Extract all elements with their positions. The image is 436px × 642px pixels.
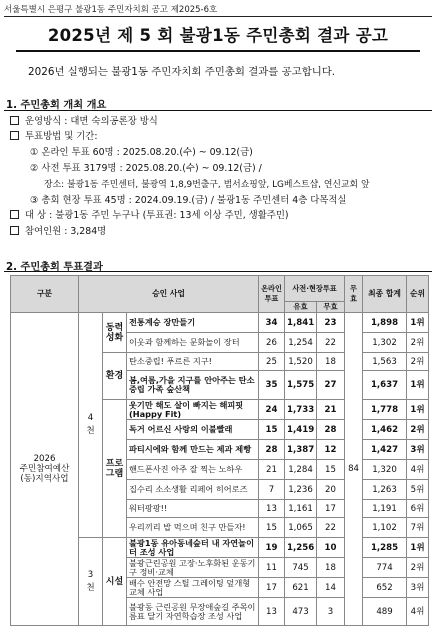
subgroup-cell: 프로 그램 [103,400,127,538]
col-valid: 유효 [285,302,317,313]
project-name: 워터팡팡!! [127,500,259,518]
online-votes: 11 [259,558,285,578]
project-name: 불광1동 유아동네숲터 내 자연놀이터 조성 사업 [127,538,259,558]
online-votes: 7 [259,480,285,500]
project-name: 파티시에와 함께 만드는 제과 제빵 [127,440,259,460]
valid-votes: 1,236 [285,480,317,500]
online-votes: 34 [259,313,285,333]
final-total: 652 [363,578,407,598]
overview-line-onsite: ③ 총회 현장 투표 45명 : 2024.09.19.(금) / 불광1동 주민센터 4층 다목적실 [30,195,347,206]
final-total: 1,263 [363,480,407,500]
invalid-votes: 22 [317,333,345,353]
online-votes: 28 [259,440,285,460]
valid-votes: 1,256 [285,538,317,558]
table-row [11,313,429,333]
col-void: 무효 [345,276,363,313]
project-name: 이웃과 함께하는 문화놀이 장터 [127,333,259,353]
online-votes: 17 [259,578,285,598]
col-rank: 순위 [407,276,429,313]
rank-cell: 6위 [407,500,429,518]
rank-cell: 2위 [407,333,429,353]
valid-votes: 1,733 [285,400,317,420]
project-name: 독거 어르신 사랑의 이불빨래 [127,420,259,440]
section2-divider [4,271,432,272]
final-total: 1,285 [363,538,407,558]
valid-votes: 473 [285,598,317,626]
subgroup-cell: 시설 [103,538,127,626]
invalid-votes: 14 [317,578,345,598]
final-total: 1,191 [363,500,407,518]
section1-divider [4,110,432,111]
rank-cell: 1위 [407,313,429,333]
invalid-votes: 12 [317,440,345,460]
final-total: 1,320 [363,460,407,480]
group-cell-3: 3 천 [79,538,103,626]
rank-cell: 5위 [407,480,429,500]
section1-heading: 1. 주민총회 개최 개요 [6,100,107,111]
project-name: 우리끼리 밥 먹으며 친구 만들자! [127,518,259,538]
overview-line-method: 운영방식 : 대면 숙의공론장 방식 [10,115,158,129]
rank-cell: 7위 [407,518,429,538]
online-votes: 25 [259,353,285,371]
invalid-votes: 21 [317,400,345,420]
invalid-votes: 23 [317,313,345,333]
col-category: 구분 [11,276,79,313]
checkbox-icon [10,226,19,235]
void-total: 84 [345,313,363,626]
rank-cell: 3위 [407,440,429,460]
invalid-votes: 17 [317,500,345,518]
project-name: 집수리 소소생활 리페어 히어로즈 [127,480,259,500]
valid-votes: 1,419 [285,420,317,440]
final-total: 1,102 [363,518,407,538]
title-divider [16,50,420,52]
final-total: 1,563 [363,353,407,371]
valid-votes: 745 [285,558,317,578]
invalid-votes: 3 [317,598,345,626]
final-total: 489 [363,598,407,626]
invalid-votes: 22 [317,518,345,538]
valid-votes: 1,065 [285,518,317,538]
checkbox-icon [10,131,19,140]
project-name: 불광근린공원 고장·노후화된 운동기구 정비·교체 [127,558,259,578]
valid-votes: 1,841 [285,313,317,333]
final-total: 1,637 [363,371,407,400]
valid-votes: 1,387 [285,440,317,460]
page-title: 2025년 제 5 회 불광1동 주민총회 결과 공고 [47,26,389,45]
rank-cell: 2위 [407,353,429,371]
valid-votes: 1,284 [285,460,317,480]
project-name: 불광동 근린공원 무장애숲길 주목이름표 달기 자연학습장 조성 사업 [127,598,259,626]
final-total: 1,302 [363,333,407,353]
online-votes: 24 [259,400,285,420]
col-online: 온라인 투표 [259,276,285,313]
final-total: 774 [363,558,407,578]
invalid-votes: 28 [317,420,345,440]
col-invalid: 무효 [317,302,345,313]
invalid-votes: 15 [317,460,345,480]
project-name: 웃기만 해도 살이 빠지는 해피핏(Happy Fit) [127,400,259,420]
group-cell-4: 4 천 [79,313,103,538]
invalid-votes: 27 [317,371,345,400]
overview-line-voting: 투표방법 및 기간: [10,130,98,144]
project-name: 전통계승 장만들기 [127,313,259,333]
checkbox-icon [10,210,19,219]
category-cell: 2026 주민참여예산 (동)지역사업 [11,313,79,626]
intro-text: 2026년 실행되는 불광1동 주민자치회 주민총회 결과를 공고합니다. [28,66,336,78]
project-name: 핸드폰사진 아주 잘 찍는 노하우 [127,460,259,480]
valid-votes: 1,575 [285,371,317,400]
invalid-votes: 18 [317,558,345,578]
rank-cell: 4위 [407,598,429,626]
online-votes: 15 [259,420,285,440]
vote-results-table [10,275,429,626]
online-votes: 13 [259,598,285,626]
checkbox-icon [10,116,19,125]
final-total: 1,427 [363,440,407,460]
col-total: 최종 합계 [363,276,407,313]
rank-cell: 1위 [407,371,429,400]
top-divider [4,16,432,17]
rank-cell: 1위 [407,538,429,558]
final-total: 1,778 [363,400,407,420]
online-votes: 26 [259,333,285,353]
overview-line-online: ① 온라인 투표 60명 : 2025.08.20.(수) ~ 09.12(금) [30,147,253,158]
rank-cell: 1위 [407,400,429,420]
project-name: 탄소중립! 푸르른 지구! [127,353,259,371]
invalid-votes: 18 [317,353,345,371]
valid-votes: 1,254 [285,333,317,353]
overview-line-advance: ② 사전 투표 3179명 : 2025.08.20.(수) ~ 09.12(금) / [30,163,262,174]
final-total: 1,898 [363,313,407,333]
final-total: 1,462 [363,420,407,440]
overview-line-target: 대 상 : 불광1동 주민 누구나 (투표권: 13세 이상 주민, 생활주민) [10,209,289,223]
subgroup-cell: 동력 성화 [103,313,127,353]
rank-cell: 3위 [407,578,429,598]
valid-votes: 1,520 [285,353,317,371]
subgroup-cell: 환경 [103,353,127,400]
col-project: 승인 사업 [79,276,259,313]
project-name: 배수 안전망 스틸 그레이팅 덮개형 교체 사업 [127,578,259,598]
rank-cell: 2위 [407,558,429,578]
overview-line-places: 장소: 불광1동 주민센터, 불광역 1,8,9번출구, 범서쇼핑앞, LG베스트샵, 연신교회 앞 [44,180,370,190]
col-offline-group: 사전·현장투표 [285,276,345,302]
online-votes: 35 [259,371,285,400]
overview-line-participants: 참여인원 : 3,284명 [10,225,106,239]
rank-cell: 2위 [407,420,429,440]
notice-number: 서울특별시 은평구 불광1동 주민자치회 공고 제2025-6호 [4,5,218,15]
online-votes: 13 [259,500,285,518]
section2-heading: 2. 주민총회 투표결과 [6,262,103,273]
invalid-votes: 20 [317,480,345,500]
rank-cell: 4위 [407,460,429,480]
online-votes: 21 [259,460,285,480]
valid-votes: 621 [285,578,317,598]
invalid-votes: 10 [317,538,345,558]
project-name: 봄,여름,가을 지구를 안아주는 탄소중립 가족 숲산책 [127,371,259,400]
online-votes: 15 [259,518,285,538]
valid-votes: 1,161 [285,500,317,518]
online-votes: 19 [259,538,285,558]
